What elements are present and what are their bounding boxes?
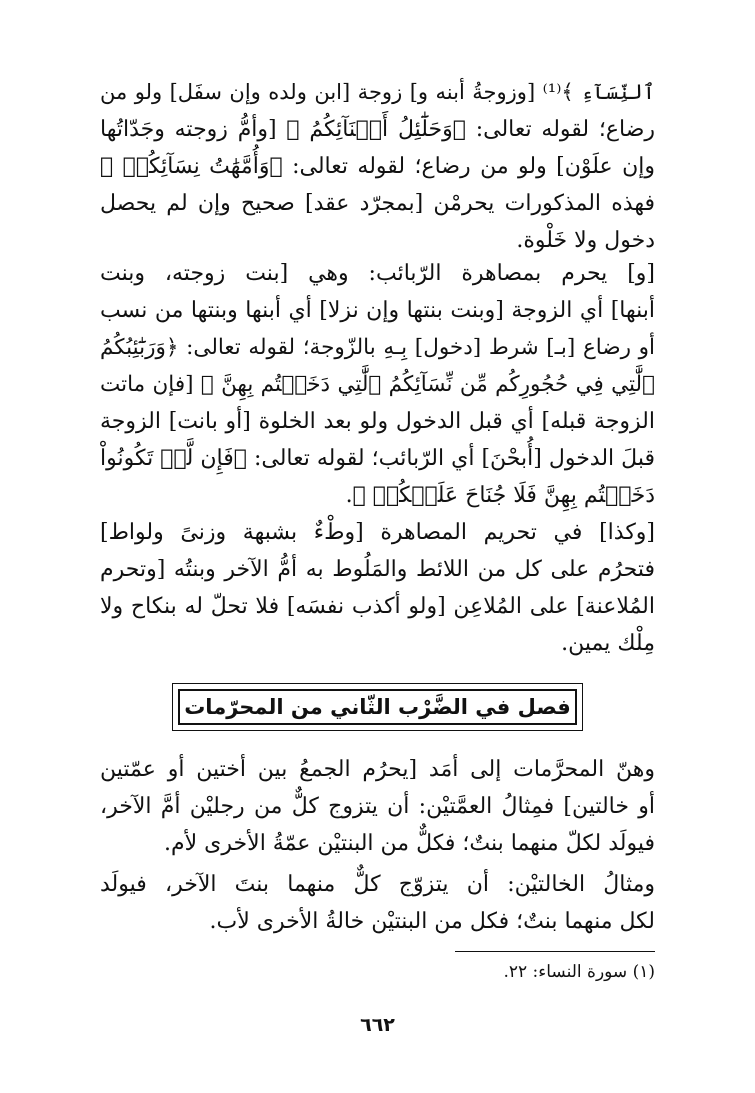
paragraph-affinity-wives [100, 74, 655, 259]
paragraph-maternal-aunts-example [100, 866, 655, 940]
text-line: [و] يحرم بمصاهرة الرّبائب: وهي [بنت زوجته، وبنت [100, 261, 655, 286]
text-line: ٱلنِّسَآءِ ﴾⁽¹⁾ [وزوجةُ أبنه و] زوجة [ابن ولده وإن سفَل] ولو من [100, 80, 655, 104]
text-line: دَخَلۡتُم بِهِنَّ فَلَا جُنَاحَ عَلَيۡكُمۡ ﴾. [345, 483, 655, 508]
text-line: قبلَ الدخول [أُبحْنَ] أي الرّبائب؛ لقوله تعالى: ﴿فَإِن لَّمۡ تَكُونُواْ [100, 446, 655, 471]
text-line: مِلْك يمين. [561, 631, 655, 656]
text-line: المُلاعنة] على المُلاعِن [ولو أكذب نفسَه] فلا تحلّ له بنكاح ولا [100, 594, 655, 619]
text-line: وهنّ المحرَّمات إلى أمَد [يحرُم الجمعُ بين أختين أو عمّتين [100, 757, 655, 782]
footnote: (١) سورة النساء: ٢٢. [503, 962, 655, 982]
text-line: وإن علَوْن] ولو من رضاع؛ لقوله تعالى: ﴿وَأُمَّهَٰتُ نِسَآئِكُمۡ ﴾ [100, 154, 655, 179]
text-line: فهذه المذكورات يحرمْن [بمجرّد عقد] صحيح وإن لم يحصل [100, 191, 655, 216]
paragraph-stepdaughters [100, 255, 655, 514]
section-heading: فصل في الضَّرْب الثّاني من المحرّمات [184, 695, 571, 719]
text-line: لكل منهما بنتٌ؛ فكل من البنتيْن خالةُ الأخرى لأب. [209, 909, 655, 934]
text-line: فيولَد لكلّ منهما بنتٌ؛ فكلٌّ من البنتيْن عمّةُ الأخرى لأم. [164, 831, 655, 856]
text-line: ومثالُ الخالتيْن: أن يتزوّج كلٌّ منهما بنتَ الآخر، فيولَد [100, 872, 655, 897]
text-line: رضاع؛ لقوله تعالى: ﴿وَحَلَٰٓئِلُ أَبۡنَآئِكُمُ ﴾ [وأمُّ زوجته وجَدّاتُها [100, 117, 655, 142]
text-line: أو خالتين] فمِثالُ العمَّتيْن: أن يتزوج كلٌّ من رجليْن أمَّ الآخر، [100, 794, 655, 819]
paragraph-illicit-relations [100, 514, 655, 662]
text-line: ٱلَّٰتِي فِي حُجُورِكُم مِّن نِّسَآئِكُمُ ٱلَّٰتِي دَخَلۡتُم بِهِنَّ ﴾ [فإن ماتت [100, 372, 655, 397]
text-line: فتحرُم على كل من اللائط والمَلُوط به أمُّ الآخر وبنتُه [وتحرم [100, 557, 655, 582]
text-line: أو رضاع [بـ] شرط [دخول] بِـهِ بالزّوجة؛ لقوله تعالى: ﴿وَرَبَٰٓئِبُكُمُ [100, 335, 655, 360]
text-line: الزوجة قبله] أي قبل الدخول ولو بعد الخلوة [أو بانت] الزوجة [100, 409, 655, 434]
text-line: أبنها] أي الزوجة [وبنت بنتها وإن نزلا] أي أبنها وبنتها من نسب [100, 298, 655, 323]
text-line: دخول ولا خَلْوة. [516, 228, 655, 253]
text-line: [وكذا] في تحريم المصاهرة [وطْءٌ بشبهة وزنىً ولواط] [100, 520, 655, 545]
footnote-divider [455, 951, 655, 952]
page-number: ٦٦٢ [360, 1014, 395, 1036]
section-heading-inner-frame [178, 689, 577, 725]
section-heading-frame [172, 683, 583, 731]
paragraph-combining-sisters [100, 751, 655, 862]
